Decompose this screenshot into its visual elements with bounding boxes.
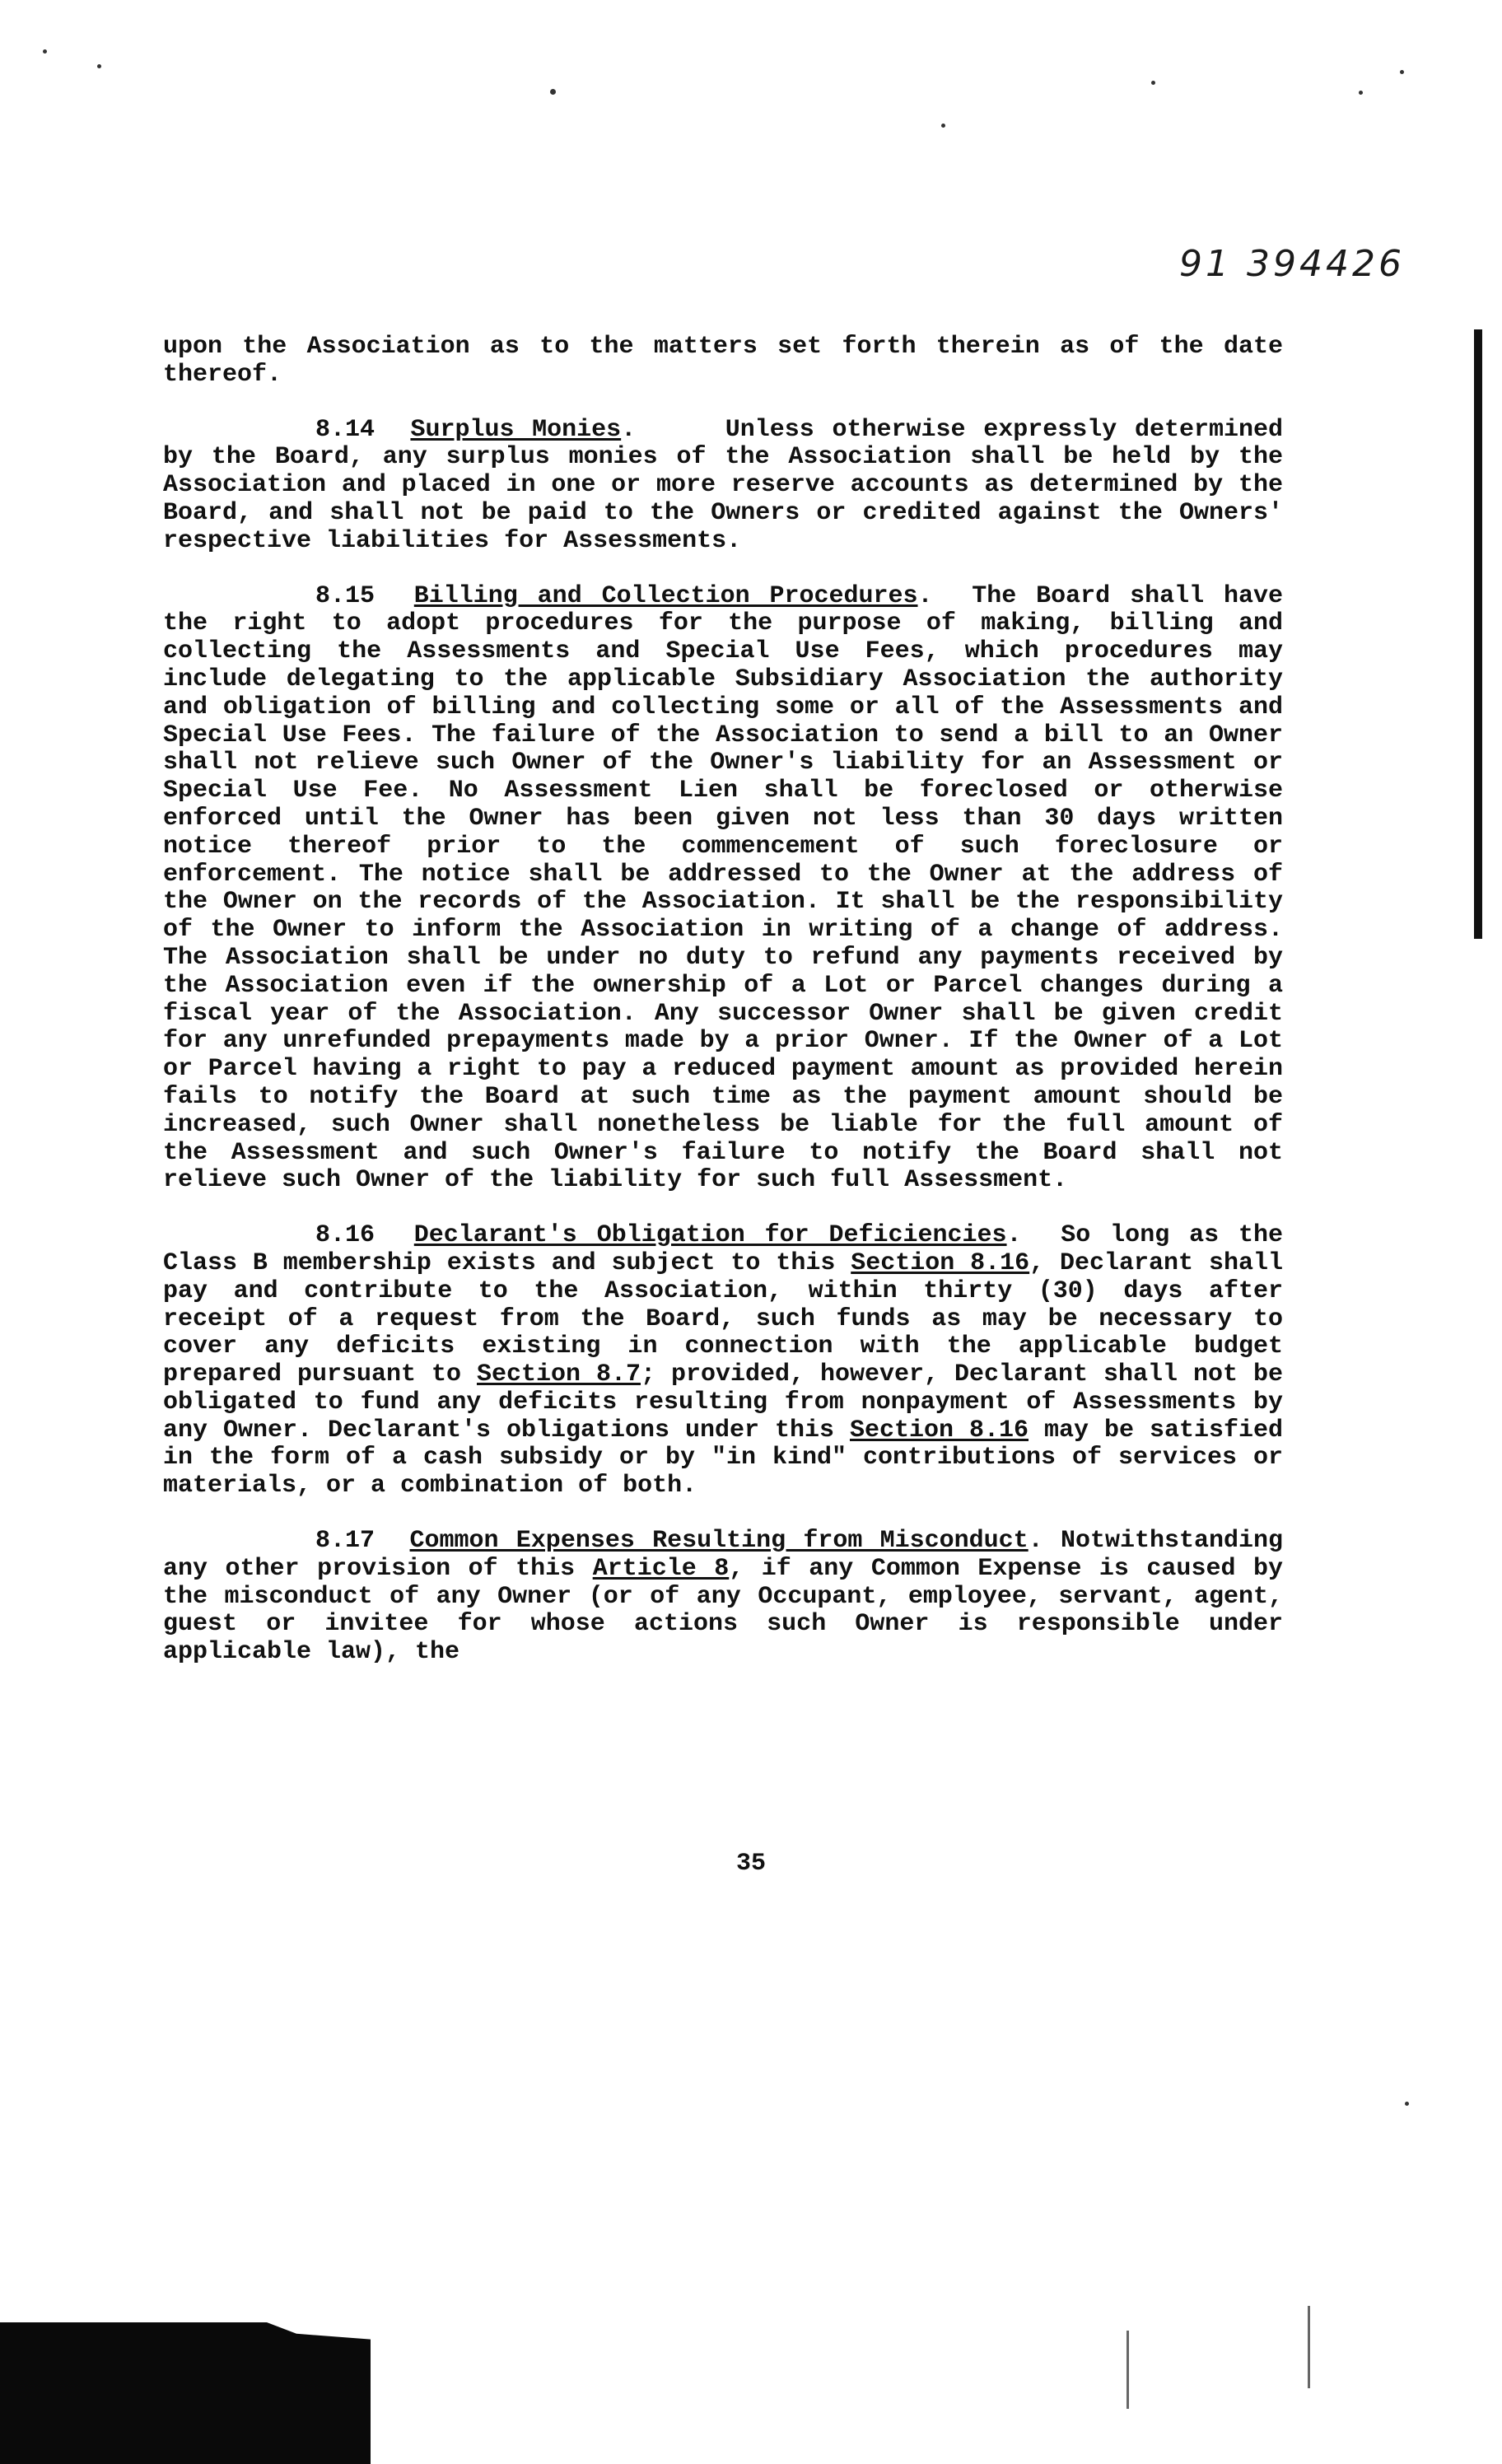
scan-speck	[1400, 70, 1404, 74]
section-title: Common Expenses Resulting from Misconduct	[409, 1527, 1029, 1556]
scan-artifact	[0, 2322, 371, 2464]
section-body: , if any Common Expense is caused by the misconduct of any Owner (or of any Occupant, employee, servant, agent, guest or invitee for whose actions such Owner is responsible under applicable law), the	[163, 1554, 1283, 1667]
section-number: 8.17	[315, 1527, 376, 1556]
scan-speck	[1151, 81, 1155, 85]
section-body: ; provided, however, Declarant shall not be obligated to fund any deficits resulting from nonpayment of Assessments by any Owner. Declarant's obligations under this	[163, 1360, 1283, 1444]
intro-text: upon the Association as to the matters set forth therein as of the date thereof.	[163, 333, 1283, 389]
section-reference: Section 8.16	[849, 1416, 1029, 1444]
scan-speck	[1405, 2102, 1409, 2106]
section-body: , Declarant shall pay and contribute to the Association, within thirty (30) days after receipt of a request from the Board, such funds as may be necessary to cover any deficits existing in connection with the applicable budget prepared pursuant to	[163, 1248, 1283, 1389]
section-number: 8.15	[315, 581, 376, 610]
section-8-16: 8.16 Declarant's Obligation for Deficiencies. So long as the Class B membership exists and subject to this Section 8.16, Declarant shall pay and contribute to the Association, within thirty (30) days after receipt of a request from the Board, such funds as may be necessary to cover any deficits existing in connection with the applicable budget prepared pursuant to Section 8.7; provided, however, Declarant shall not be obligated to fund any deficits resulting from nonpayment of Assessments by any Owner. Declarant's obligations under this Section 8.16 may be satisfied in the form of a cash subsidy or by "in kind" contributions of services or materials, or a combination of both.	[163, 1221, 1283, 1500]
section-body: The Board shall have the right to adopt procedures for the purpose of making, billing and collecting the Assessments and Special Use Fees, which procedures may include delegating to the applicable Subsidiary Association the authority and obligation of billing and collecting some or all of the Assessments and Special Use Fees. The failure of the Association to send a bill to an Owner shall not relieve such Owner of the Owner's liability for an Assessment or Special Use Fee. No Assessment Lien shall be foreclosed or otherwise enforced until the Owner has been given not less than 30 days written notice thereof prior to the commencement of such foreclosure or enforcement. The notice shall be addressed to the Owner at the address of the Owner on the records of the Association. It shall be the responsibility of the Owner to inform the Association in writing of a change of address. The Association shall be under no duty to refund any payments received by the Association even if the ownership of a Lot or Parcel changes during a fiscal year of the Association. Any successor Owner shall be given credit for any unrefunded prepayments made by a prior Owner. If the Owner of a Lot or Parcel having a right to pay a reduced payment amount as provided herein fails to notify the Board at such time as the payment amount should be increased, such Owner shall nonetheless be liable for the full amount of the Assessment and such Owner's failure to notify the Board shall not relieve such Owner of the liability for such full Assessment.	[163, 581, 1283, 1195]
section-reference: Section 8.7	[477, 1360, 641, 1389]
document-body	[163, 334, 1283, 1694]
section-8-17: 8.17 Common Expenses Resulting from Misconduct. Notwithstanding any other provision of this Article 8, if any Common Expense is caused by the misconduct of any Owner (or of any Occupant, employee, servant, agent, guest or invitee for whose actions such Owner is responsible under applicable law), the	[163, 1527, 1283, 1667]
scan-line	[1126, 2331, 1129, 2409]
intro-paragraph	[163, 334, 1283, 390]
page-number: 35	[735, 1850, 766, 1878]
scan-speck	[1359, 91, 1363, 95]
section-8-15: 8.15 Billing and Collection Procedures. The Board shall have the right to adopt procedures for the purpose of making, billing and collecting the Assessments and Special Use Fees, which procedures may include delegating to the applicable Subsidiary Association the authority and obligation of billing and collecting some or all of the Assessments and Special Use Fees. The failure of the Association to send a bill to an Owner shall not relieve such Owner of the Owner's liability for an Assessment or Special Use Fee. No Assessment Lien shall be foreclosed or otherwise enforced until the Owner has been given not less than 30 days written notice thereof prior to the commencement of such foreclosure or enforcement. The notice shall be addressed to the Owner at the address of the Owner on the records of the Association. It shall be the responsibility of the Owner to inform the Association in writing of a change of address. The Association shall be under no duty to refund any payments received by the Association even if the ownership of a Lot or Parcel changes during a fiscal year of the Association. Any successor Owner shall be given credit for any unrefunded prepayments made by a prior Owner. If the Owner of a Lot or Parcel having a right to pay a reduced payment amount as provided herein fails to notify the Board at such time as the payment amount should be increased, such Owner shall nonetheless be liable for the full amount of the Assessment and such Owner's failure to notify the Board shall not relieve such Owner of the liability for such full Assessment.	[163, 581, 1283, 1195]
section-8-14: 8.14 Surplus Monies. Unless otherwise expressly determined by the Board, any surplus monies of the Association shall be held by the Association and placed in one or more reserve accounts as determined by the Board, and shall not be paid to the Owners or credited against the Owners' respective liabilities for Assessments.	[163, 415, 1283, 555]
section-body: may be satisfied in the form of a cash subsidy or by "in kind" contributions of services or materials, or a combination of both.	[163, 1416, 1283, 1500]
section-number: 8.14	[315, 415, 376, 444]
section-title: Declarant's Obligation for Deficiencies	[413, 1221, 1007, 1250]
scan-speck	[97, 64, 101, 68]
section-body: Notwithstanding any other provision of this	[163, 1527, 1283, 1583]
scan-speck	[43, 49, 47, 54]
section-reference: Article 8	[592, 1554, 730, 1583]
section-body: Unless otherwise expressly determined by the Board, any surplus monies of the Association shall be held by the Association and placed in one or more reserve accounts as determined by the Board, and shall not be paid to the Owners or credited against the Owners' respective liabilities for Assessments.	[163, 415, 1283, 555]
scan-speck	[550, 89, 556, 95]
scan-line	[1308, 2306, 1310, 2388]
document-number: 91 394426	[1179, 243, 1405, 285]
section-title: Surplus Monies	[410, 415, 622, 444]
scan-speck	[941, 124, 945, 128]
section-body: So long as the Class B membership exists and subject to this	[163, 1221, 1283, 1277]
section-reference: Section 8.16	[851, 1248, 1030, 1277]
scan-edge-bar	[1474, 329, 1482, 939]
section-title: Billing and Collection Procedures	[413, 581, 918, 610]
section-number: 8.16	[315, 1221, 376, 1250]
